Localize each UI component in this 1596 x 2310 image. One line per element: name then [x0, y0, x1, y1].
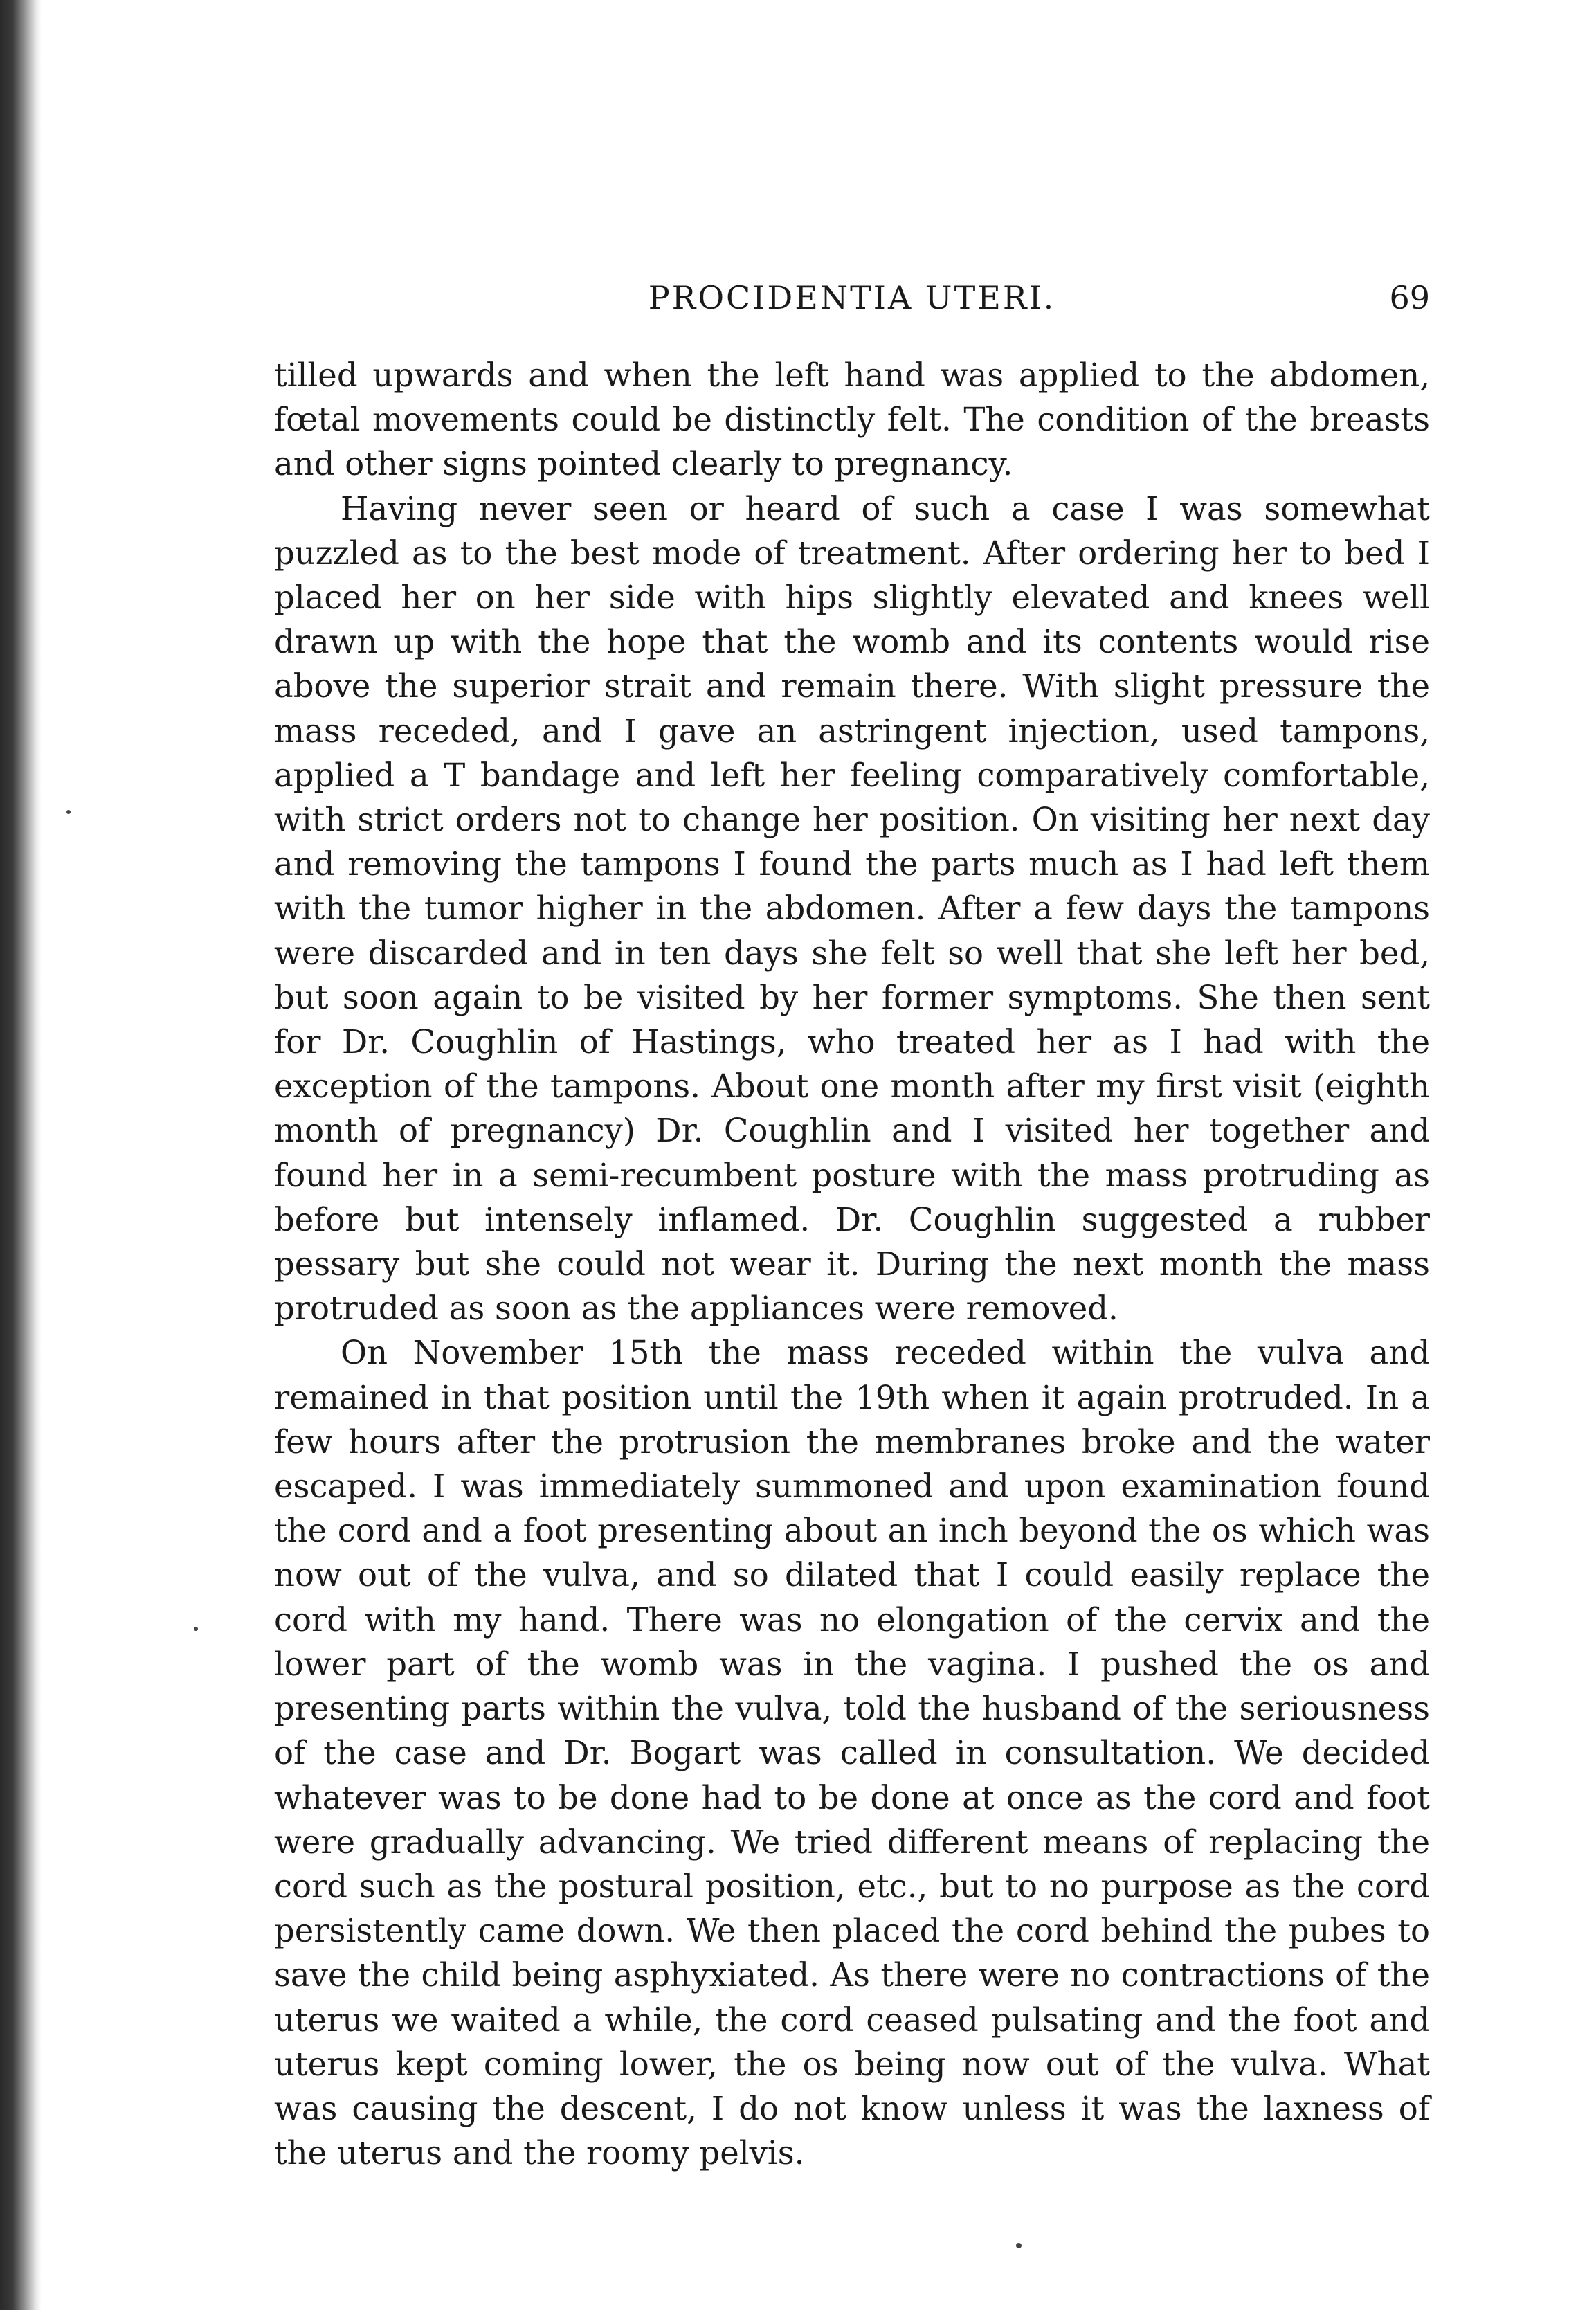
- ink-speck: [194, 1627, 198, 1631]
- page-binding-edge: [0, 0, 42, 2310]
- ink-speck: [1016, 2243, 1022, 2248]
- paragraph-continued: tilled upwards and when the left hand was applied to the abdomen, fœtal movements could be distinctly felt. The condition of the breasts and other signs pointed clearly to pregnancy.: [274, 357, 1430, 483]
- body-text: [274, 353, 1430, 2175]
- paragraph-treatment: Having never seen or heard of such a case I was somewhat puzzled as to the best mode of treatment. After ordering her to bed I placed her on her side with hips slightly elevated and knees well drawn up with the hope that the womb and its contents would rise above the superior strait and remain there. With slight pressure the mass receded, and I gave an astringent injection, used tampons, applied a T bandage and left her feeling comparatively comfortable, with strict orders not to change her position. On visiting her next day and removing the tampons I found the parts much as I had left them with the tumor higher in the abdomen. After a few days the tampons were discarded and in ten days she felt so well that she left her bed, but soon again to be visited by her former symptoms. She then sent for Dr. Coughlin of Hastings, who treated her as I had with the exception of the tampons. About one month after my first visit (eighth month of pregnancy) Dr. Coughlin and I visited her together and found her in a semi-recumbent posture with the mass protruding as before but intensely inflamed. Dr. Coughlin suggested a rubber pessary but she could not wear it. During the next month the mass protruded as soon as the appliances were removed.: [274, 489, 1430, 1328]
- running-head: PROCIDENTIA UTERI.: [648, 279, 1056, 316]
- page-header: [274, 270, 1430, 332]
- paragraph-november: On November 15th the mass receded within the vulva and remained in that position until the 19th when it again protruded. In a few hours after the protrusion the membranes broke and the water escaped. I was immediately summoned and upon examination found the cord and a foot presenting about an inch beyond the os which was now out of the vulva, and so dilated that I could easily replace the cord with my hand. There was no elongation of the cervix and the lower part of the womb was in the vagina. I pushed the os and presenting parts within the vulva, told the husband of the seriousness of the case and Dr. Bogart was called in consultation. We decided whatever was to be done had to be done at once as the cord and foot were gradually advancing. We tried different means of replacing the cord such as the postural position, etc., but to no purpose as the cord persistently came down. We then placed the cord behind the pubes to save the child being asphyxiated. As there were no contractions of the uterus we waited a while, the cord ceased pulsating and the foot and uterus kept coming lower, the os being now out of the vulva. What was causing the descent, I do not know unless it was the laxness of the uterus and the roomy pelvis.: [274, 1334, 1430, 2172]
- ink-speck: [66, 810, 71, 814]
- page-number: 69: [1389, 279, 1430, 316]
